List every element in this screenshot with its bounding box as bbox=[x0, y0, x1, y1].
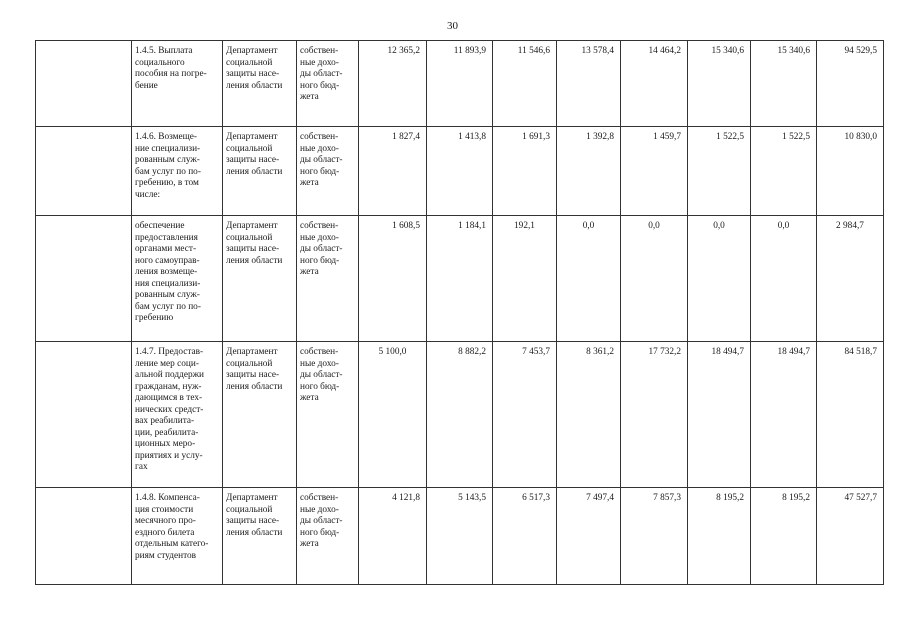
table-row bbox=[36, 216, 884, 342]
blank-cell bbox=[36, 488, 132, 585]
value-cell: 1 691,3 bbox=[493, 127, 557, 216]
blank-cell bbox=[36, 342, 132, 488]
value-cell: 18 494,7 bbox=[688, 342, 751, 488]
total-cell: 94 529,5 bbox=[817, 41, 884, 127]
measure-cell: обеспечение предоставления органами мест- ного самоуправ- ления возмеще- ния специализи- рованным служ- бам услуг по по- гребению bbox=[132, 216, 223, 342]
value-cell: 15 340,6 bbox=[751, 41, 817, 127]
total-cell: 10 830,0 bbox=[817, 127, 884, 216]
value-cell: 18 494,7 bbox=[751, 342, 817, 488]
value-cell: 8 195,2 bbox=[751, 488, 817, 585]
value-cell: 1 827,4 bbox=[359, 127, 427, 216]
funding-source-cell: собствен- ные дохо- ды област- ного бюд- жета bbox=[297, 127, 359, 216]
funding-source-cell: собствен- ные дохо- ды област- ного бюд- жета bbox=[297, 342, 359, 488]
value-cell: 0,0 bbox=[688, 216, 751, 342]
value-cell: 1 413,8 bbox=[427, 127, 493, 216]
value-cell: 192,1 bbox=[493, 216, 557, 342]
value-cell: 5 143,5 bbox=[427, 488, 493, 585]
measure-cell: 1.4.8. Компенса- ция стоимости месячного про- ездного билета отдельным катего- риям студентов bbox=[132, 488, 223, 585]
department-cell: Департамент социальной защиты насе- ления области bbox=[223, 41, 297, 127]
value-cell: 5 100,0 bbox=[359, 342, 427, 488]
page-number: 30 bbox=[447, 20, 458, 32]
value-cell: 7 497,4 bbox=[557, 488, 621, 585]
funding-source-cell: собствен- ные дохо- ды област- ного бюд- жета bbox=[297, 41, 359, 127]
value-cell: 14 464,2 bbox=[621, 41, 688, 127]
value-cell: 0,0 bbox=[751, 216, 817, 342]
value-cell: 1 184,1 bbox=[427, 216, 493, 342]
value-cell: 1 392,8 bbox=[557, 127, 621, 216]
table-row bbox=[36, 127, 884, 216]
measure-cell: 1.4.6. Возмеще- ние специализи- рованным служ- бам услуг по по- гребению, в том числе: bbox=[132, 127, 223, 216]
value-cell: 17 732,2 bbox=[621, 342, 688, 488]
blank-cell bbox=[36, 216, 132, 342]
value-cell: 1 522,5 bbox=[751, 127, 817, 216]
table-row bbox=[36, 342, 884, 488]
department-cell: Департамент социальной защиты насе- ления области bbox=[223, 488, 297, 585]
value-cell: 15 340,6 bbox=[688, 41, 751, 127]
table-row bbox=[36, 488, 884, 585]
total-cell: 2 984,7 bbox=[817, 216, 884, 342]
value-cell: 1 459,7 bbox=[621, 127, 688, 216]
value-cell: 7 453,7 bbox=[493, 342, 557, 488]
blank-cell bbox=[36, 41, 132, 127]
total-cell: 84 518,7 bbox=[817, 342, 884, 488]
department-cell: Департамент социальной защиты насе- ления области bbox=[223, 342, 297, 488]
value-cell: 11 893,9 bbox=[427, 41, 493, 127]
budget-table bbox=[35, 40, 884, 585]
value-cell: 0,0 bbox=[621, 216, 688, 342]
blank-cell bbox=[36, 127, 132, 216]
funding-source-cell: собствен- ные дохо- ды област- ного бюд- жета bbox=[297, 216, 359, 342]
value-cell: 12 365,2 bbox=[359, 41, 427, 127]
value-cell: 8 882,2 bbox=[427, 342, 493, 488]
value-cell: 1 522,5 bbox=[688, 127, 751, 216]
value-cell: 8 195,2 bbox=[688, 488, 751, 585]
value-cell: 6 517,3 bbox=[493, 488, 557, 585]
value-cell: 1 608,5 bbox=[359, 216, 427, 342]
total-cell: 47 527,7 bbox=[817, 488, 884, 585]
funding-source-cell: собствен- ные дохо- ды област- ного бюд- жета bbox=[297, 488, 359, 585]
value-cell: 8 361,2 bbox=[557, 342, 621, 488]
value-cell: 11 546,6 bbox=[493, 41, 557, 127]
department-cell: Департамент социальной защиты насе- ления области bbox=[223, 216, 297, 342]
value-cell: 4 121,8 bbox=[359, 488, 427, 585]
measure-cell: 1.4.7. Предостав- ление мер соци- альной поддержи гражданам, нуж- дающимся в тех- нических средст- вах реабилита- ции, реабилита- ционных меро- приятиях и услу- гах bbox=[132, 342, 223, 488]
table-row bbox=[36, 41, 884, 127]
value-cell: 0,0 bbox=[557, 216, 621, 342]
measure-cell: 1.4.5. Выплата социального пособия на погре- бение bbox=[132, 41, 223, 127]
department-cell: Департамент социальной защиты насе- ления области bbox=[223, 127, 297, 216]
value-cell: 7 857,3 bbox=[621, 488, 688, 585]
value-cell: 13 578,4 bbox=[557, 41, 621, 127]
